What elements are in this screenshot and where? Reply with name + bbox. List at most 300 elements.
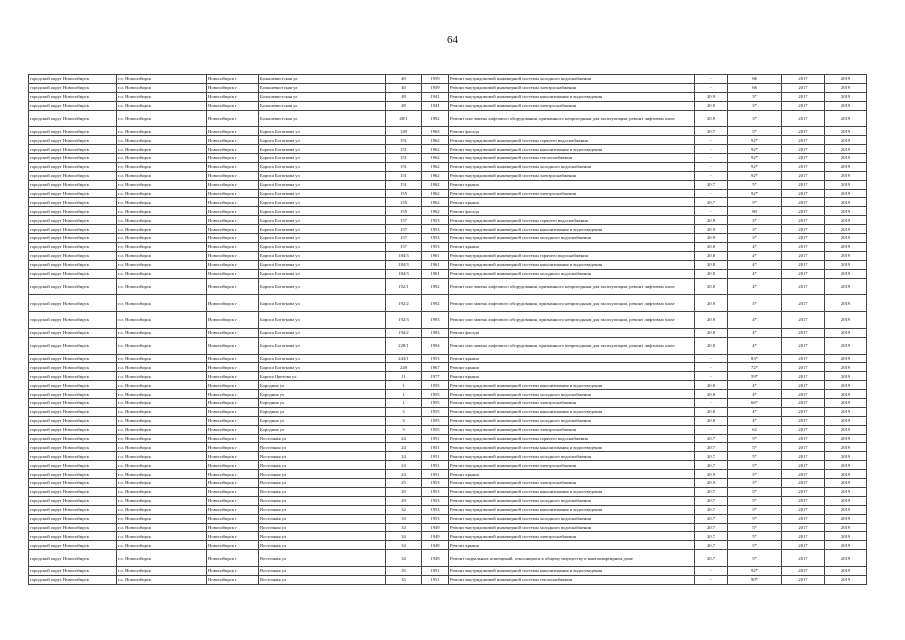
- district-cell: г.о. Новосибирск: [117, 251, 207, 260]
- house-number-cell: 24: [386, 452, 422, 461]
- table-row: [29, 295, 867, 312]
- work-type-cell: Ремонт крыши: [449, 372, 695, 381]
- wear-percent-cell: 5*: [728, 541, 782, 550]
- priority-cell: 20.7: [695, 452, 728, 461]
- wear-percent-cell: 92*: [728, 136, 782, 145]
- capital-repair-table-container: [28, 74, 866, 585]
- municipality-cell: городской округ Новосибирск: [29, 110, 117, 127]
- city-cell: Новосибирск г: [207, 452, 259, 461]
- table-row: [29, 523, 867, 532]
- house-number-cell: 48: [386, 92, 422, 101]
- wear-percent-cell: 3*: [728, 234, 782, 243]
- municipality-cell: городской округ Новосибирск: [29, 470, 117, 479]
- build-year-cell: 1962: [422, 145, 449, 154]
- table-row: [29, 452, 867, 461]
- work-type-cell: Ремонт внутридомовой инженерной системы электроснабжения: [449, 189, 695, 198]
- city-cell: Новосибирск г: [207, 575, 259, 584]
- work-type-cell: Ремонт или замена лифтового оборудования, признанного непригодным для эксплуатации, ремонт лифтовых шахт: [449, 312, 695, 329]
- street-cell: Бородина ул: [259, 381, 386, 390]
- wear-percent-cell: 5*: [728, 496, 782, 505]
- end-year-cell: 2019: [825, 75, 867, 84]
- work-type-cell: Ремонт внутридомовой инженерной системы канализования и водоотведения: [449, 443, 695, 452]
- wear-percent-cell: 3*: [728, 216, 782, 225]
- work-type-cell: Ремонт внутридомовой инженерной системы холодного водоснабжения: [449, 234, 695, 243]
- street-cell: Бориса Богаткова ул: [259, 251, 386, 260]
- district-cell: г.о. Новосибирск: [117, 101, 207, 110]
- city-cell: Новосибирск г: [207, 470, 259, 479]
- street-cell: Бориса Богаткова ул: [259, 260, 386, 269]
- priority-cell: -: [695, 83, 728, 92]
- city-cell: Новосибирск г: [207, 532, 259, 541]
- district-cell: г.о. Новосибирск: [117, 487, 207, 496]
- work-type-cell: Ремонт крыши: [449, 242, 695, 251]
- municipality-cell: городской округ Новосибирск: [29, 541, 117, 550]
- street-cell: Бориса Богаткова ул: [259, 363, 386, 372]
- priority-cell: -: [695, 363, 728, 372]
- wear-percent-cell: 5*: [728, 443, 782, 452]
- house-number-cell: 25: [386, 479, 422, 488]
- city-cell: Новосибирск г: [207, 390, 259, 399]
- municipality-cell: городской округ Новосибирск: [29, 381, 117, 390]
- municipality-cell: городской округ Новосибирск: [29, 328, 117, 337]
- end-year-cell: 2019: [825, 145, 867, 154]
- start-year-cell: 2017: [782, 162, 825, 171]
- start-year-cell: 2017: [782, 505, 825, 514]
- priority-cell: 20.8: [695, 407, 728, 416]
- district-cell: г.о. Новосибирск: [117, 162, 207, 171]
- municipality-cell: городской округ Новосибирск: [29, 399, 117, 408]
- work-type-cell: Ремонт внутридомовой инженерной системы горячего водоснабжения: [449, 251, 695, 260]
- table-row: [29, 225, 867, 234]
- municipality-cell: городской округ Новосибирск: [29, 407, 117, 416]
- build-year-cell: 1962: [422, 171, 449, 180]
- municipality-cell: городской округ Новосибирск: [29, 354, 117, 363]
- wear-percent-cell: 4*: [728, 416, 782, 425]
- end-year-cell: 2019: [825, 269, 867, 278]
- priority-cell: 20.7: [695, 550, 728, 567]
- municipality-cell: городской округ Новосибирск: [29, 216, 117, 225]
- table-row: [29, 145, 867, 154]
- house-number-cell: 243/1: [386, 354, 422, 363]
- work-type-cell: Ремонт внутридомовой инженерной системы канализования и водоотведения: [449, 487, 695, 496]
- work-type-cell: Ремонт внутридомовой инженерной системы холодного водоснабжения: [449, 452, 695, 461]
- priority-cell: 20.8: [695, 390, 728, 399]
- build-year-cell: 1994: [422, 337, 449, 354]
- city-cell: Новосибирск г: [207, 92, 259, 101]
- priority-cell: -: [695, 425, 728, 434]
- wear-percent-cell: 5*: [728, 532, 782, 541]
- end-year-cell: 2019: [825, 416, 867, 425]
- house-number-cell: 249: [386, 363, 422, 372]
- end-year-cell: 2019: [825, 198, 867, 207]
- district-cell: г.о. Новосибирск: [117, 514, 207, 523]
- wear-percent-cell: 5*: [728, 550, 782, 567]
- street-cell: Бориса Богаткова ул: [259, 171, 386, 180]
- house-number-cell: 48/1: [386, 110, 422, 127]
- table-row: [29, 487, 867, 496]
- district-cell: г.о. Новосибирск: [117, 92, 207, 101]
- district-cell: г.о. Новосибирск: [117, 381, 207, 390]
- city-cell: Новосибирск г: [207, 110, 259, 127]
- build-year-cell: 1977: [422, 372, 449, 381]
- district-cell: г.о. Новосибирск: [117, 110, 207, 127]
- house-number-cell: 3: [386, 425, 422, 434]
- house-number-cell: 151: [386, 154, 422, 163]
- municipality-cell: городской округ Новосибирск: [29, 260, 117, 269]
- start-year-cell: 2017: [782, 487, 825, 496]
- table-row: [29, 532, 867, 541]
- municipality-cell: городской округ Новосибирск: [29, 452, 117, 461]
- build-year-cell: 1963: [422, 127, 449, 136]
- municipality-cell: городской округ Новосибирск: [29, 207, 117, 216]
- priority-cell: 20.7: [695, 523, 728, 532]
- wear-percent-cell: 5*: [728, 198, 782, 207]
- city-cell: Новосибирск г: [207, 337, 259, 354]
- start-year-cell: 2017: [782, 461, 825, 470]
- wear-percent-cell: 80: [728, 207, 782, 216]
- end-year-cell: 2019: [825, 180, 867, 189]
- table-row: [29, 207, 867, 216]
- city-cell: Новосибирск г: [207, 234, 259, 243]
- house-number-cell: 151: [386, 162, 422, 171]
- start-year-cell: 2017: [782, 566, 825, 575]
- city-cell: Новосибирск г: [207, 496, 259, 505]
- priority-cell: 20.7: [695, 180, 728, 189]
- city-cell: Новосибирск г: [207, 443, 259, 452]
- work-type-cell: Ремонт внутридомовой инженерной системы холодного водоснабжения: [449, 390, 695, 399]
- wear-percent-cell: 4*: [728, 312, 782, 329]
- table-row: [29, 337, 867, 354]
- house-number-cell: 48: [386, 101, 422, 110]
- start-year-cell: 2017: [782, 145, 825, 154]
- street-cell: Восточная ул: [259, 452, 386, 461]
- district-cell: г.о. Новосибирск: [117, 145, 207, 154]
- district-cell: г.о. Новосибирск: [117, 461, 207, 470]
- priority-cell: -: [695, 566, 728, 575]
- table-row: [29, 234, 867, 243]
- start-year-cell: 2017: [782, 92, 825, 101]
- house-number-cell: 33: [386, 514, 422, 523]
- house-number-cell: 184/3: [386, 260, 422, 269]
- city-cell: Новосибирск г: [207, 295, 259, 312]
- priority-cell: -: [695, 171, 728, 180]
- build-year-cell: 1962: [422, 162, 449, 171]
- build-year-cell: 1961: [422, 269, 449, 278]
- start-year-cell: 2017: [782, 242, 825, 251]
- build-year-cell: 1961: [422, 260, 449, 269]
- build-year-cell: 1951: [422, 434, 449, 443]
- street-cell: Бориса Богаткова ул: [259, 337, 386, 354]
- work-type-cell: Ремонт внутридомовой инженерной системы канализования и водоотведения: [449, 92, 695, 101]
- end-year-cell: 2019: [825, 260, 867, 269]
- wear-percent-cell: 3*: [728, 470, 782, 479]
- street-cell: Бориса Богаткова ул: [259, 180, 386, 189]
- street-cell: Бородина ул: [259, 399, 386, 408]
- municipality-cell: городской округ Новосибирск: [29, 550, 117, 567]
- build-year-cell: 1962: [422, 154, 449, 163]
- street-cell: Бориса Цветова ул: [259, 372, 386, 381]
- district-cell: г.о. Новосибирск: [117, 269, 207, 278]
- priority-cell: 20.7: [695, 514, 728, 523]
- priority-cell: 20.7: [695, 541, 728, 550]
- work-type-cell: Ремонт внутридомовой инженерной системы электроснабжения: [449, 479, 695, 488]
- table-row: [29, 470, 867, 479]
- priority-cell: 20.7: [695, 127, 728, 136]
- city-cell: Новосибирск г: [207, 505, 259, 514]
- start-year-cell: 2017: [782, 416, 825, 425]
- build-year-cell: 1953: [422, 479, 449, 488]
- work-type-cell: Ремонт внутридомовой инженерной системы горячего водоснабжения: [449, 434, 695, 443]
- end-year-cell: 2019: [825, 575, 867, 584]
- wear-percent-cell: 83*: [728, 354, 782, 363]
- table-row: [29, 443, 867, 452]
- house-number-cell: 35: [386, 575, 422, 584]
- city-cell: Новосибирск г: [207, 461, 259, 470]
- district-cell: г.о. Новосибирск: [117, 390, 207, 399]
- city-cell: Новосибирск г: [207, 136, 259, 145]
- start-year-cell: 2017: [782, 75, 825, 84]
- build-year-cell: 1993: [422, 312, 449, 329]
- district-cell: г.о. Новосибирск: [117, 434, 207, 443]
- end-year-cell: 2019: [825, 532, 867, 541]
- house-number-cell: 29: [386, 487, 422, 496]
- street-cell: Бориса Богаткова ул: [259, 242, 386, 251]
- work-type-cell: Ремонт крыши: [449, 354, 695, 363]
- city-cell: Новосибирск г: [207, 171, 259, 180]
- end-year-cell: 2019: [825, 328, 867, 337]
- municipality-cell: городской округ Новосибирск: [29, 162, 117, 171]
- priority-cell: 20.7: [695, 461, 728, 470]
- house-number-cell: 3: [386, 416, 422, 425]
- work-type-cell: Ремонт внутридомовой инженерной системы канализования и водоотведения: [449, 505, 695, 514]
- priority-cell: 20.7: [695, 443, 728, 452]
- municipality-cell: городской округ Новосибирск: [29, 92, 117, 101]
- house-number-cell: 155: [386, 198, 422, 207]
- start-year-cell: 2017: [782, 354, 825, 363]
- table-row: [29, 514, 867, 523]
- wear-percent-cell: 4*: [728, 337, 782, 354]
- district-cell: г.о. Новосибирск: [117, 496, 207, 505]
- table-body: [29, 75, 867, 585]
- work-type-cell: Ремонт внутридомовой инженерной системы холодного водоснабжения: [449, 514, 695, 523]
- work-type-cell: Ремонт или замена лифтового оборудования, признанного непригодным для эксплуатации, ремонт лифтовых шахт: [449, 110, 695, 127]
- build-year-cell: 1951: [422, 461, 449, 470]
- table-row: [29, 189, 867, 198]
- work-type-cell: Ремонт внутридомовой инженерной системы электроснабжения: [449, 425, 695, 434]
- street-cell: Бориса Богаткова ул: [259, 328, 386, 337]
- city-cell: Новосибирск г: [207, 242, 259, 251]
- work-type-cell: Ремонт крыши: [449, 541, 695, 550]
- house-number-cell: 29: [386, 496, 422, 505]
- house-number-cell: 34: [386, 541, 422, 550]
- priority-cell: 20.8: [695, 381, 728, 390]
- build-year-cell: 1962: [422, 189, 449, 198]
- end-year-cell: 2019: [825, 443, 867, 452]
- wear-percent-cell: 5*: [728, 434, 782, 443]
- city-cell: Новосибирск г: [207, 101, 259, 110]
- priority-cell: 20.7: [695, 487, 728, 496]
- street-cell: Восточная ул: [259, 443, 386, 452]
- work-type-cell: Ремонт или замена лифтового оборудования, признанного непригодным для эксплуатации, ремонт лифтовых шахт: [449, 337, 695, 354]
- wear-percent-cell: 6$: [728, 75, 782, 84]
- work-type-cell: Ремонт внутридомовой инженерной системы канализования и водоотведения: [449, 381, 695, 390]
- start-year-cell: 2017: [782, 207, 825, 216]
- end-year-cell: 2019: [825, 312, 867, 329]
- start-year-cell: 2017: [782, 479, 825, 488]
- end-year-cell: 2019: [825, 92, 867, 101]
- city-cell: Новосибирск г: [207, 434, 259, 443]
- end-year-cell: 2019: [825, 372, 867, 381]
- municipality-cell: городской округ Новосибирск: [29, 443, 117, 452]
- street-cell: Бориса Богаткова ул: [259, 278, 386, 295]
- table-row: [29, 407, 867, 416]
- start-year-cell: 2017: [782, 434, 825, 443]
- municipality-cell: городской округ Новосибирск: [29, 479, 117, 488]
- city-cell: Новосибирск г: [207, 541, 259, 550]
- city-cell: Новосибирск г: [207, 75, 259, 84]
- build-year-cell: 1953: [422, 354, 449, 363]
- priority-cell: 20.8: [695, 260, 728, 269]
- build-year-cell: 1967: [422, 363, 449, 372]
- work-type-cell: Ремонт фасада: [449, 127, 695, 136]
- district-cell: г.о. Новосибирск: [117, 416, 207, 425]
- work-type-cell: Ремонт внутридомовой инженерной системы канализования и водоотведения: [449, 407, 695, 416]
- start-year-cell: 2017: [782, 83, 825, 92]
- district-cell: г.о. Новосибирск: [117, 278, 207, 295]
- district-cell: г.о. Новосибирск: [117, 532, 207, 541]
- wear-percent-cell: 4*: [728, 251, 782, 260]
- build-year-cell: 1951: [422, 575, 449, 584]
- city-cell: Новосибирск г: [207, 198, 259, 207]
- wear-percent-cell: 90*: [728, 575, 782, 584]
- house-number-cell: 24: [386, 434, 422, 443]
- house-number-cell: 157: [386, 234, 422, 243]
- municipality-cell: городской округ Новосибирск: [29, 145, 117, 154]
- house-number-cell: 157: [386, 216, 422, 225]
- start-year-cell: 2017: [782, 372, 825, 381]
- end-year-cell: 2019: [825, 251, 867, 260]
- house-number-cell: 24: [386, 443, 422, 452]
- end-year-cell: 2019: [825, 461, 867, 470]
- page-number: 64: [447, 34, 458, 46]
- district-cell: г.о. Новосибирск: [117, 452, 207, 461]
- wear-percent-cell: 5*: [728, 505, 782, 514]
- city-cell: Новосибирск г: [207, 372, 259, 381]
- district-cell: г.о. Новосибирск: [117, 180, 207, 189]
- city-cell: Новосибирск г: [207, 225, 259, 234]
- build-year-cell: 1962: [422, 207, 449, 216]
- house-number-cell: 32: [386, 505, 422, 514]
- street-cell: Бориса Богаткова ул: [259, 162, 386, 171]
- municipality-cell: городской округ Новосибирск: [29, 496, 117, 505]
- table-row: [29, 154, 867, 163]
- wear-percent-cell: 6$: [728, 83, 782, 92]
- end-year-cell: 2019: [825, 101, 867, 110]
- municipality-cell: городской округ Новосибирск: [29, 136, 117, 145]
- street-cell: Бориса Богаткова ул: [259, 207, 386, 216]
- house-number-cell: 11: [386, 372, 422, 381]
- municipality-cell: городской округ Новосибирск: [29, 363, 117, 372]
- district-cell: г.о. Новосибирск: [117, 171, 207, 180]
- end-year-cell: 2019: [825, 242, 867, 251]
- street-cell: Бориса Богаткова ул: [259, 189, 386, 198]
- start-year-cell: 2017: [782, 136, 825, 145]
- table-row: [29, 110, 867, 127]
- district-cell: г.о. Новосибирск: [117, 75, 207, 84]
- end-year-cell: 2019: [825, 278, 867, 295]
- house-number-cell: 1: [386, 390, 422, 399]
- work-type-cell: Ремонт внутридомовой инженерной системы электроснабжения: [449, 101, 695, 110]
- house-number-cell: 151: [386, 145, 422, 154]
- street-cell: Бориса Богаткова ул: [259, 234, 386, 243]
- city-cell: Новосибирск г: [207, 407, 259, 416]
- district-cell: г.о. Новосибирск: [117, 566, 207, 575]
- start-year-cell: 2017: [782, 425, 825, 434]
- wear-percent-cell: 4*: [728, 242, 782, 251]
- start-year-cell: 2017: [782, 514, 825, 523]
- street-cell: Бориса Богаткова ул: [259, 295, 386, 312]
- street-cell: Бориса Богаткова ул: [259, 198, 386, 207]
- city-cell: Новосибирск г: [207, 416, 259, 425]
- street-cell: Бориса Богаткова ул: [259, 216, 386, 225]
- house-number-cell: 1: [386, 381, 422, 390]
- house-number-cell: 157: [386, 242, 422, 251]
- street-cell: Восточная ул: [259, 550, 386, 567]
- work-type-cell: Ремонт внутридомовой инженерной системы холодного водоснабжения: [449, 416, 695, 425]
- start-year-cell: 2017: [782, 101, 825, 110]
- end-year-cell: 2019: [825, 363, 867, 372]
- start-year-cell: 2017: [782, 127, 825, 136]
- wear-percent-cell: 3*: [728, 92, 782, 101]
- end-year-cell: 2019: [825, 399, 867, 408]
- priority-cell: -: [695, 575, 728, 584]
- start-year-cell: 2017: [782, 269, 825, 278]
- start-year-cell: 2017: [782, 110, 825, 127]
- wear-percent-cell: 92*: [728, 162, 782, 171]
- wear-percent-cell: 5*: [728, 127, 782, 136]
- table-row: [29, 390, 867, 399]
- district-cell: г.о. Новосибирск: [117, 260, 207, 269]
- street-cell: Бориса Богаткова ул: [259, 145, 386, 154]
- end-year-cell: 2019: [825, 154, 867, 163]
- city-cell: Новосибирск г: [207, 566, 259, 575]
- district-cell: г.о. Новосибирск: [117, 399, 207, 408]
- start-year-cell: 2017: [782, 407, 825, 416]
- start-year-cell: 2017: [782, 443, 825, 452]
- municipality-cell: городской округ Новосибирск: [29, 337, 117, 354]
- district-cell: г.о. Новосибирск: [117, 505, 207, 514]
- district-cell: г.о. Новосибирск: [117, 312, 207, 329]
- district-cell: г.о. Новосибирск: [117, 372, 207, 381]
- district-cell: г.о. Новосибирск: [117, 154, 207, 163]
- start-year-cell: 2017: [782, 390, 825, 399]
- table-row: [29, 216, 867, 225]
- table-row: [29, 101, 867, 110]
- build-year-cell: 1961: [422, 251, 449, 260]
- city-cell: Новосибирск г: [207, 425, 259, 434]
- work-type-cell: Ремонт внутридомовой инженерной системы горячего водоснабжения: [449, 216, 695, 225]
- priority-cell: 20.9: [695, 225, 728, 234]
- wear-percent-cell: 5*: [728, 487, 782, 496]
- table-row: [29, 312, 867, 329]
- build-year-cell: 1955: [422, 381, 449, 390]
- municipality-cell: городской округ Новосибирск: [29, 101, 117, 110]
- city-cell: Новосибирск г: [207, 514, 259, 523]
- start-year-cell: 2017: [782, 496, 825, 505]
- build-year-cell: 1953: [422, 505, 449, 514]
- wear-percent-cell: 72*: [728, 363, 782, 372]
- wear-percent-cell: 92*: [728, 145, 782, 154]
